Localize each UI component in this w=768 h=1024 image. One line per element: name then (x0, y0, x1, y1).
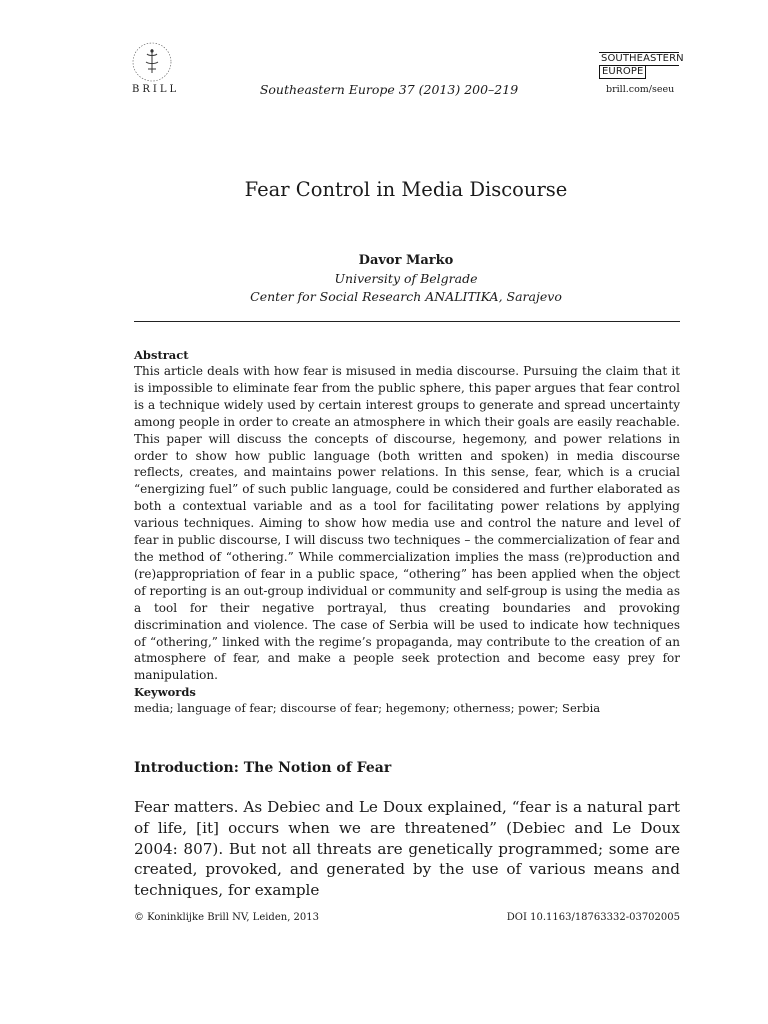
abstract-text: This article deals with how fear is misused in media discourse. Pursuing the claim that it is impossible to eliminate fear from the public sphere, this paper argues that fear control is a technique widely used by certain interest groups to generate and spread uncertainty among people in order to create an atmosphere in which their goals are easily reachable. This paper will discuss the concepts of discourse, hegemony, and power relations in order to show how public language (both written and spoken) in media discourse reflects, creates, and maintains power relations. In this sense, fear, which is a crucial “energizing fuel” of such public language, could be considered and further elaborated as both a contextual variable and as a tool for facilitating power relations by applying various techniques. Aiming to show how media use and control the nature and level of fear in public discourse, I will discuss two techniques – the commercialization of fear and the method of “othering.” While commercialization implies the mass (re)production and (re)appropriation of fear in a public space, “othering” has been applied when the object of reporting is an out-group individual or community and self-group is using the media as a tool for their negative portrayal, thus creating boundaries and provoking discrimination and violence. The case of Serbia will be used to indicate how techniques of “othering,” linked with the regime’s propaganda, may contribute to the creation of an atmosphere of fear, and make a people seek protection and become easy prey for manipulation. (134, 364, 680, 683)
affiliation-center: Center for Social Research ANALITIKA, Sarajevo (250, 289, 562, 304)
abstract-heading: Abstract (134, 348, 189, 362)
journal-logo (599, 52, 684, 79)
section-heading: Introduction: The Notion of Fear (134, 760, 392, 776)
body-paragraph: Fear matters. As Debiec and Le Doux explained, “fear is a natural part of life, [it] occurs when we are threatened” (Debiec and Le Doux 2004: 807). But not all threats are genetically programmed; some are created, provoked, and generated by the use of various means and techniques, for example (134, 798, 680, 900)
keywords-text: media; language of fear; discourse of fear; hegemony; otherness; power; Serbia (134, 701, 601, 715)
journal-logo-bottom: EUROPE (599, 66, 646, 79)
brill-seal-icon (130, 40, 174, 84)
doi: DOI 10.1163/18763332-03702005 (506, 912, 680, 923)
article-title: Fear Control in Media Discourse (244, 178, 568, 201)
journal-logo-top: SOUTHEASTERN (601, 53, 684, 64)
author-name: Davor Marko (358, 253, 454, 268)
header-divider (134, 321, 680, 322)
keywords-heading: Keywords (134, 685, 196, 699)
affiliation-university: University of Belgrade (334, 271, 478, 286)
copyright-notice: © Koninklijke Brill NV, Leiden, 2013 (134, 912, 319, 923)
journal-citation: Southeastern Europe 37 (2013) 200–219 (259, 82, 519, 97)
publisher-name: BRILL (132, 84, 180, 95)
journal-url: brill.com/seeu (606, 84, 675, 95)
